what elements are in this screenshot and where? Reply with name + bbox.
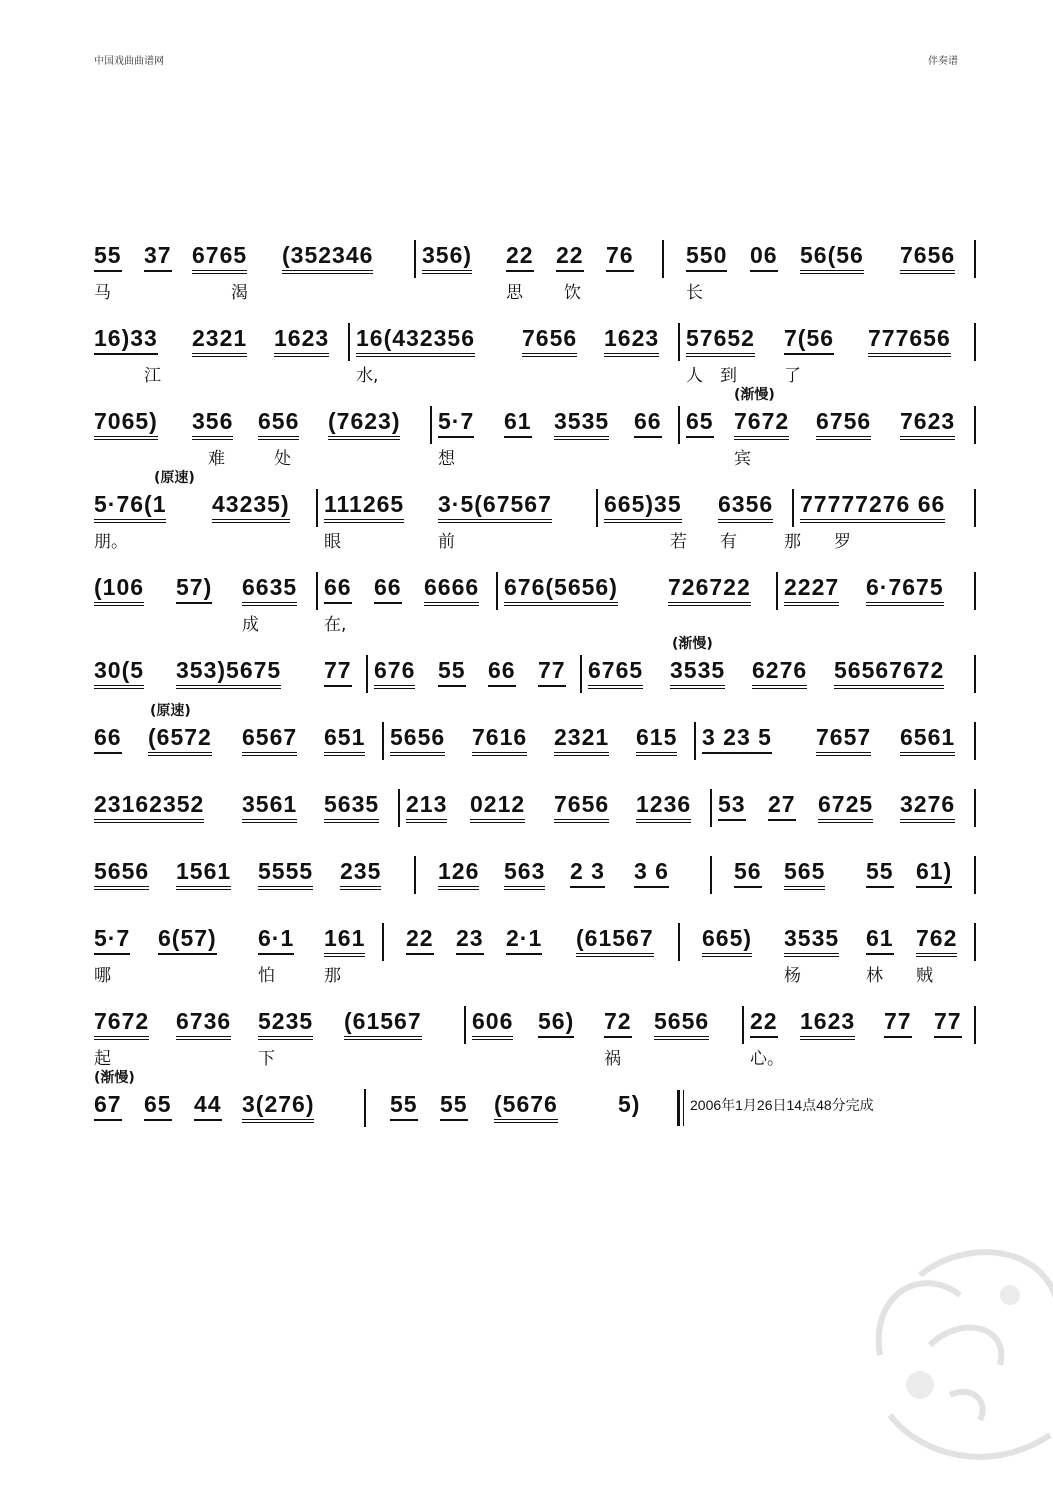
- note-group: 6567: [242, 722, 297, 756]
- note-group: 6725: [818, 789, 873, 823]
- note-group: 72: [604, 1006, 632, 1038]
- bar-line: [316, 572, 318, 610]
- bar-line: [974, 923, 976, 961]
- note-group: 353)5675: [176, 655, 281, 689]
- note-group: 66: [634, 406, 662, 438]
- note-group: 43235): [212, 489, 290, 523]
- note-group: 615: [636, 722, 677, 756]
- bar-line: [366, 655, 368, 693]
- note-group: 22: [406, 923, 434, 955]
- score-line-10: [94, 921, 978, 1004]
- lyric: 人: [686, 366, 703, 386]
- bar-line: [316, 489, 318, 527]
- note-group: 6·1: [258, 923, 294, 955]
- bar-line: [710, 789, 712, 827]
- score-line-2: [94, 321, 978, 404]
- note-group: 6561: [900, 722, 955, 756]
- opera-mask-watermark: [860, 1235, 1053, 1485]
- lyric: 了: [784, 366, 801, 386]
- note-group: 235: [340, 856, 381, 890]
- note-group: 5·76(1: [94, 489, 166, 523]
- note-group: 7065): [94, 406, 158, 440]
- note-group: 7657: [816, 722, 871, 756]
- lyric: 祸: [604, 1049, 621, 1069]
- bar-line: [496, 572, 498, 610]
- note-group: 55: [438, 655, 466, 687]
- bar-line: [974, 489, 976, 527]
- note-group: 676: [374, 655, 415, 689]
- note-group: (106: [94, 572, 144, 606]
- lyric: 怕: [258, 966, 275, 986]
- note-group: 61): [916, 856, 952, 888]
- note-group: 6756: [816, 406, 871, 440]
- note-group: 651: [324, 722, 365, 756]
- note-group: (352346: [282, 240, 373, 274]
- note-group: 77: [538, 655, 566, 687]
- bar-line: [364, 1089, 366, 1127]
- lyric: 在,: [324, 615, 347, 635]
- note-group: (7623): [328, 406, 400, 440]
- lyric: 江: [144, 366, 161, 386]
- note-group: 6765: [192, 240, 247, 274]
- note-group: 16)33: [94, 323, 158, 355]
- note-group: 676(5656): [504, 572, 618, 606]
- note-group: 5·7: [94, 923, 130, 955]
- note-group: 2227: [784, 572, 839, 606]
- score-line-9: [94, 854, 978, 921]
- score-line-3: [94, 387, 978, 487]
- note-group: 77: [934, 1006, 962, 1038]
- note-group: 22: [750, 1006, 778, 1038]
- lyric: 若: [670, 532, 687, 552]
- lyric: 眼: [324, 532, 341, 552]
- score-type: 伴奏谱: [928, 56, 958, 67]
- note-group: 777656: [868, 323, 951, 357]
- final-barline: [677, 1090, 680, 1126]
- note-group: 6635: [242, 572, 297, 606]
- bar-line: [974, 240, 976, 278]
- note-group: 67: [94, 1089, 122, 1121]
- note-group: 77: [324, 655, 352, 687]
- score-line-6: [94, 636, 978, 720]
- note-group: 7656: [554, 789, 609, 823]
- note-group: 61: [504, 406, 532, 438]
- bar-line: [414, 240, 416, 278]
- score-line-11: [94, 1004, 978, 1087]
- score-line-4: [94, 470, 978, 570]
- note-group: 726722: [668, 572, 751, 606]
- note-group: 356: [192, 406, 233, 440]
- lyric: 难: [208, 449, 225, 469]
- completion-date: 2006年1月26日14点48分完成: [690, 1097, 874, 1113]
- bar-line: [382, 722, 384, 760]
- note-group: 563: [504, 856, 545, 890]
- tempo-mark: (渐慢): [734, 387, 775, 403]
- note-group: 762: [916, 923, 957, 957]
- note-group: 66: [324, 572, 352, 604]
- note-group: 6765: [588, 655, 643, 689]
- note-group: 3535: [554, 406, 609, 440]
- note-group: (61567: [344, 1006, 422, 1040]
- note-group: 2321: [554, 722, 609, 756]
- note-group: 2·1: [506, 923, 542, 955]
- bar-line: [974, 722, 976, 760]
- bar-line: [710, 856, 712, 894]
- note-group: (5676: [494, 1089, 558, 1123]
- lyric: 渴: [231, 283, 248, 303]
- note-group: 06: [750, 240, 778, 272]
- lyric: 林: [866, 966, 883, 986]
- note-group: 55: [390, 1089, 418, 1121]
- lyric: 处: [274, 449, 291, 469]
- lyric: 那: [784, 532, 801, 552]
- lyric: 想: [438, 449, 455, 469]
- bar-line: [430, 406, 432, 444]
- bar-line: [742, 1006, 744, 1044]
- note-group: 6276: [752, 655, 807, 689]
- site-name: 中国戏曲曲谱网: [94, 56, 164, 67]
- note-group: 1561: [176, 856, 231, 890]
- note-group: 7616: [472, 722, 527, 756]
- note-group: 55: [94, 240, 122, 272]
- note-group: 77: [884, 1006, 912, 1038]
- lyric: 到: [720, 366, 737, 386]
- note-group: 44: [194, 1089, 222, 1121]
- note-group: 66: [374, 572, 402, 604]
- note-group: 55: [866, 856, 894, 888]
- note-group: 77777276 66: [800, 489, 945, 523]
- note-group: 6·7675: [866, 572, 944, 606]
- note-group: (61567: [576, 923, 654, 957]
- lyric: 思: [506, 283, 523, 303]
- lyric: 哪: [94, 966, 111, 986]
- lyric: 水,: [356, 366, 379, 386]
- note-group: 1623: [274, 323, 329, 357]
- note-group: 65: [144, 1089, 172, 1121]
- note-group: 550: [686, 240, 727, 272]
- note-group: 56): [538, 1006, 574, 1038]
- note-group: 126: [438, 856, 479, 890]
- note-group: 56567672: [834, 655, 944, 689]
- lyric: 下: [258, 1049, 275, 1069]
- note-group: 57652: [686, 323, 755, 357]
- note-group: 356): [422, 240, 472, 274]
- bar-line: [348, 323, 350, 361]
- note-group: 3(276): [242, 1089, 314, 1123]
- bar-line: [678, 923, 680, 961]
- bar-line: [662, 240, 664, 278]
- tempo-mark: (渐慢): [94, 1070, 135, 1086]
- note-group: 7672: [94, 1006, 149, 1040]
- jianpu-score: [94, 238, 978, 1170]
- score-line-5: [94, 570, 978, 653]
- bar-line: [596, 489, 598, 527]
- lyric: 有: [720, 532, 737, 552]
- note-group: 22: [506, 240, 534, 272]
- note-group: 3·5(67567: [438, 489, 552, 523]
- bar-line: [974, 655, 976, 693]
- note-group: 57): [176, 572, 212, 604]
- lyric: 贼: [916, 966, 933, 986]
- note-group: 111265: [324, 489, 404, 523]
- lyric: 饮: [564, 283, 581, 303]
- lyric: 马: [94, 283, 111, 303]
- note-group: 7(56: [784, 323, 834, 355]
- bar-line: [974, 572, 976, 610]
- note-group: 37: [144, 240, 172, 272]
- note-group: 665)35: [604, 489, 682, 523]
- note-group: 61: [866, 923, 894, 955]
- note-group: 1623: [800, 1006, 855, 1040]
- note-group: 2321: [192, 323, 247, 357]
- note-group: 7672: [734, 406, 789, 440]
- note-group: 7656: [522, 323, 577, 357]
- note-group: 65: [686, 406, 714, 438]
- bar-line: [776, 572, 778, 610]
- note-group: 5235: [258, 1006, 313, 1040]
- note-group: 606: [472, 1006, 513, 1040]
- note-group: 5555: [258, 856, 313, 890]
- lyric: 杨: [784, 966, 801, 986]
- note-group: 7656: [900, 240, 955, 274]
- lyric: 起: [94, 1049, 111, 1069]
- note-group: 22: [556, 240, 584, 272]
- note-group: 56: [734, 856, 762, 888]
- note-group: 53: [718, 789, 746, 821]
- note-group: 5·7: [438, 406, 474, 438]
- note-group: 1623: [604, 323, 659, 357]
- note-group: 5656: [390, 722, 445, 756]
- lyric: 成: [242, 615, 259, 635]
- note-group: 565: [784, 856, 825, 890]
- score-line-1: [94, 238, 978, 321]
- bar-line: [398, 789, 400, 827]
- note-group: 6736: [176, 1006, 231, 1040]
- tempo-mark: (原速): [150, 703, 191, 719]
- note-group: 5656: [94, 856, 149, 890]
- note-group: 56(56: [800, 240, 864, 274]
- tempo-mark: (渐慢): [672, 636, 713, 652]
- bar-line: [678, 323, 680, 361]
- note-group: 0212: [470, 789, 525, 823]
- lyric: 朋。: [94, 532, 128, 552]
- note-group: 23162352: [94, 789, 204, 823]
- bar-line: [974, 406, 976, 444]
- note-group: 3561: [242, 789, 297, 823]
- bar-line: [464, 1006, 466, 1044]
- lyric: 心。: [750, 1049, 784, 1069]
- note-group: 3 6: [634, 856, 669, 888]
- bar-line: [974, 323, 976, 361]
- note-group: (6572: [148, 722, 212, 756]
- note-group: 665): [702, 923, 752, 957]
- bar-line: [580, 655, 582, 693]
- note-group: 16(432356: [356, 323, 475, 357]
- note-group: 5635: [324, 789, 379, 823]
- note-group: 5): [618, 1091, 641, 1117]
- note-group: 23: [456, 923, 484, 955]
- bar-line: [974, 856, 976, 894]
- bar-line: [382, 923, 384, 961]
- note-group: 66: [488, 655, 516, 687]
- note-group: 6(57): [158, 923, 217, 955]
- note-group: 1236: [636, 789, 691, 823]
- score-line-7: [94, 703, 978, 787]
- score-line-8: [94, 787, 978, 854]
- note-group: 55: [440, 1089, 468, 1121]
- bar-line: [974, 1006, 976, 1044]
- bar-line: [414, 856, 416, 894]
- note-group: 161: [324, 923, 365, 957]
- note-group: 3 23 5: [702, 722, 772, 754]
- note-group: 213: [406, 789, 447, 823]
- bar-line: [678, 406, 680, 444]
- note-group: 66: [94, 722, 122, 754]
- note-group: 7623: [900, 406, 955, 440]
- bar-line: [974, 789, 976, 827]
- note-group: 5656: [654, 1006, 709, 1040]
- note-group: 3535: [784, 923, 839, 957]
- note-group: 6356: [718, 489, 773, 523]
- final-barline-thin: [683, 1090, 684, 1126]
- tempo-mark: (原速): [154, 470, 195, 486]
- note-group: 656: [258, 406, 299, 440]
- note-group: 76: [606, 240, 634, 272]
- lyric: 前: [438, 532, 455, 552]
- note-group: 2 3: [570, 856, 605, 888]
- note-group: 3276: [900, 789, 955, 823]
- note-group: 6666: [424, 572, 479, 606]
- lyric: 长: [686, 283, 703, 303]
- lyric: 罗: [834, 532, 851, 552]
- lyric: 宾: [734, 449, 751, 469]
- bar-line: [792, 489, 794, 527]
- note-group: 30(5: [94, 655, 144, 689]
- bar-line: [694, 722, 696, 760]
- note-group: 3535: [670, 655, 725, 689]
- lyric: 那: [324, 966, 341, 986]
- note-group: 27: [768, 789, 796, 821]
